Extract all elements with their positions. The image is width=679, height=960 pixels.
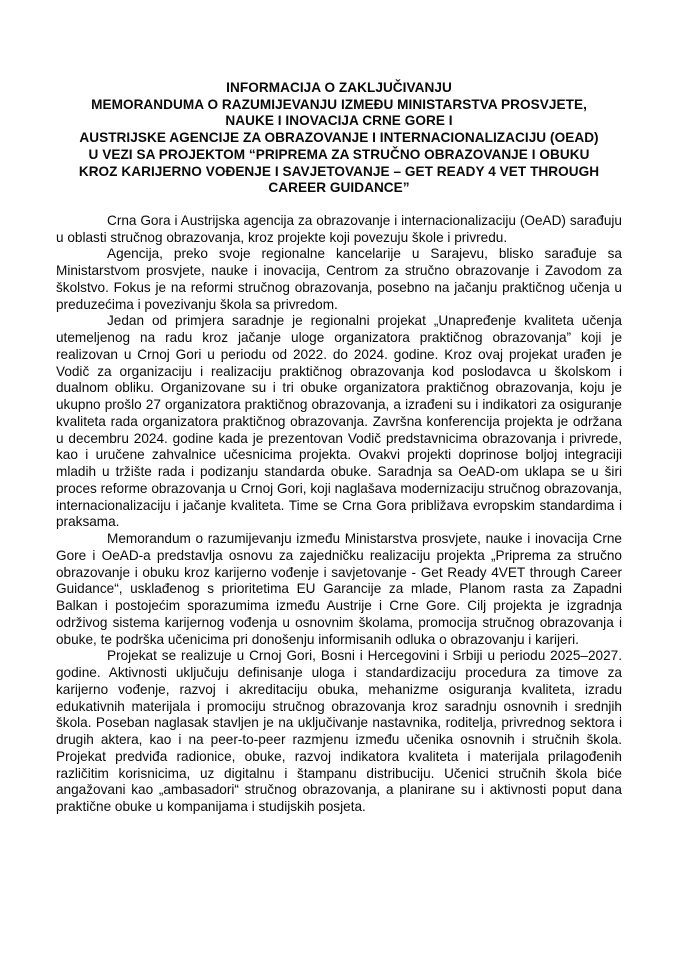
paragraph-regional-project: Jedan od primjera saradnje je regionalni projekat „Unapređenje kvaliteta učenja utemeljenog na radu kroz jačanje uloge organizatora praktičnog obrazovanja” koji je realizovan u Crnoj Gori u periodu od 2022. do 2024. godine. Kroz ovaj projekat urađen je Vodič za organizaciju i realizaciju praktičnog obrazovanja kod poslodavca u školskom i dualnom obliku. Organizovane su i tri obuke organizatora praktičnog obrazovanja, koju je ukupno prošlo 27 organizatora praktičnog obrazovanja, a izrađeni su i indikatori za osiguranje kvaliteta rada organizatora praktičnog obrazovanja. Završna konferencija projekta je održana u decembru 2024. godine kada je prezentovan Vodič predstavnicima obrazovanja i privrede, kao i uručene zahvalnice učesnicima projekta. Ovakvi projekti doprinose boljoj integraciji mladih u tržište rada i podizanju standarda obuke. Saradnja sa OeAD-om uklapa se u širi proces reforme obrazovanja u Crnoj Gori, koji naglašava modernizaciju stručnog obrazovanja, internacionalizaciju i jačanje kvaliteta. Time se Crna Gora približava evropskim standardima i praksama. bbox=[56, 313, 622, 530]
title-line-7: CAREER GUIDANCE” bbox=[268, 180, 410, 196]
title-line-1: INFORMACIJA O ZAKLJUČIVANJU bbox=[226, 80, 452, 95]
title-line-6: KROZ KARIJERNO VOĐENJE I SAVJETOVANJE – GET READY 4 VET THROUGH bbox=[78, 163, 600, 179]
paragraph-intro: Crna Gora i Austrijska agencija za obrazovanje i internacionalizaciju (OeAD) sarađuju u oblasti stručnog obrazovanja, kroz projekte koji povezuju škole i privredu. bbox=[56, 212, 622, 245]
document-title bbox=[56, 80, 622, 197]
title-line-5: U VEZI SA PROJEKTOM “PRIPREMA ZA STRUČNO OBRAZOVANJE I OBUKU bbox=[88, 146, 590, 162]
document-body bbox=[56, 213, 622, 816]
paragraph-memorandum: Memorandum o razumijevanju između Ministarstva prosvjete, nauke i inovacija Crne Gore i OeAD-a predstavlja osnovu za zajedničku realizaciju projekta „Priprema za stručno obrazovanje i obuku kroz karijerno vođenje i savjetovanje - Get Ready 4VET through Career Guidance“, usklađenog s prioritetima EU Garancije za mlade, Planom rasta za Zapadni Balkan i postojećim sporazumima između Austrije i Crne Gore. Cilj projekta je izgradnja održivog sistema karijernog vođenja u osnovnim školama, promocija stručnog obrazovanja i obuke, te podrška učenicima pri donošenju informisanih odluka o obrazovanju i karijeri. bbox=[56, 531, 622, 647]
title-line-4: AUSTRIJSKE AGENCIJE ZA OBRAZOVANJE I INTERNACIONALIZACIJU (OEAD) bbox=[79, 130, 599, 146]
title-line-3: NAUKE I INOVACIJA CRNE GORE I bbox=[225, 113, 453, 129]
paragraph-agency: Agencija, preko svoje regionalne kancelarije u Sarajevu, blisko sarađuje sa Ministarstvom prosvjete, nauke i inovacija, Centrom za stručno obrazovanje i Zavodom za školstvo. Fokus je na reformi stručnog obrazovanja, posebno na jačanju praktičnog učenja u preduzećima i povezivanju škola sa privredom. bbox=[56, 246, 622, 312]
paragraph-implementation: Projekat se realizuje u Crnoj Gori, Bosni i Hercegovini i Srbiji u periodu 2025–2027. godine. Aktivnosti uključuju definisanje uloga i standardizaciju procedura za timove za karijerno vođenje, razvoj i akreditaciju obuka, mehanizme osiguranja kvaliteta, izradu edukativnih materijala i promociju stručnog obrazovanja kroz saradnju osnovnih i srednjih škola. Poseban naglasak stavljen je na uključivanje nastavnika, roditelja, privrednog sektora i drugih aktera, kao i na peer-to-peer razmjenu između učenika osnovnih i stručnih škola. Projekat predviđa radionice, obuke, razvoj indikatora kvaliteta i materijala prilagođenih različitim korisnicima, uz digitalnu i štampanu distribuciju. Učenici stručnih škola biće angažovani kao „ambasadori“ stručnog obrazovanja, a planirane su i aktivnosti poput dana praktične obuke u kompanijama i studijskih posjeta. bbox=[56, 648, 622, 815]
document-content bbox=[56, 80, 622, 816]
title-line-2: MEMORANDUMA O RAZUMIJEVANJU IZMEĐU MINISTARSTVA PROSVJETE, bbox=[91, 96, 587, 112]
